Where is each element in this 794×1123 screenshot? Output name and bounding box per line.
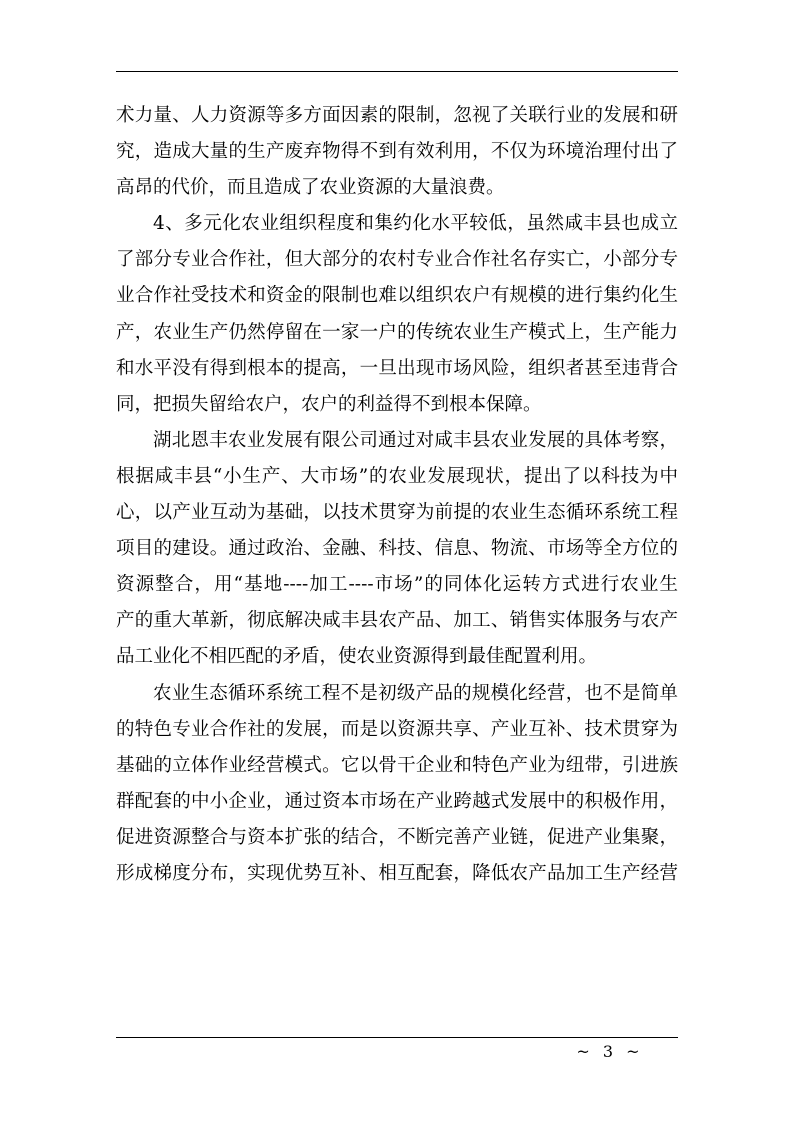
- text-line: 的特色专业合作社的发展，而是以资源共享、产业互补、技术贯穿为: [116, 718, 678, 740]
- text-line: 资源整合，用“基地----加工----市场”的同体化运转方式进行农业生: [116, 574, 678, 596]
- document-body: [116, 98, 678, 892]
- text-line: 促进资源整合与资本扩张的结合，不断完善产业链，促进产业集聚，: [116, 826, 678, 848]
- header-rule: [116, 71, 678, 72]
- paragraph: [116, 423, 678, 676]
- text-line: 业合作社受技术和资金的限制也难以组织农户有规模的进行集约化生: [116, 285, 678, 307]
- footer-rule: [116, 1037, 678, 1038]
- paragraph: [116, 206, 678, 423]
- text-line: 和水平没有得到根本的提高，一旦出现市场风险，组织者甚至违背合: [116, 357, 678, 379]
- paragraph: [116, 676, 678, 893]
- text-line: 产的重大革新，彻底解决咸丰县农产品、加工、销售实体服务与农产: [116, 610, 678, 632]
- text-line: 项目的建设。通过政治、金融、科技、信息、物流、市场等全方位的: [116, 538, 678, 560]
- text-line: 湖北恩丰农业发展有限公司通过对咸丰县农业发展的具体考察，: [153, 429, 678, 451]
- paragraph: [116, 98, 678, 206]
- text-line: 了部分专业合作社，但大部分的农村专业合作社名存实亡，小部分专: [116, 249, 678, 271]
- text-line: 基础的立体作业经营模式。它以骨干企业和特色产业为纽带，引进族: [116, 754, 678, 776]
- text-line: 形成梯度分布，实现优势互补、相互配套，降低农产品加工生产经营: [116, 862, 678, 884]
- text-line: 术力量、人力资源等多方面因素的限制，忽视了关联行业的发展和研: [116, 105, 678, 126]
- text-line: 心，以产业互动为基础，以技术贯穿为前提的农业生态循环系统工程: [116, 502, 678, 524]
- text-line: 品工业化不相匹配的矛盾，使农业资源得到最佳配置利用。: [116, 646, 598, 668]
- text-line: 4、多元化农业组织程度和集约化水平较低，虽然咸丰县也成立: [153, 213, 678, 235]
- text-line: 究，造成大量的生产废弃物得不到有效利用，不仅为环境治理付出了: [116, 141, 678, 163]
- text-line: 高昂的代价，而且造成了农业资源的大量浪费。: [116, 177, 505, 199]
- page-number: ~ 3 ~: [576, 1042, 644, 1061]
- text-line: 同，把损失留给农户，农户的利益得不到根本保障。: [116, 393, 542, 415]
- text-line: 产，农业生产仍然停留在一家一户的传统农业生产模式上，生产能力: [116, 321, 678, 343]
- text-line: 根据咸丰县“小生产、大市场”的农业发展现状，提出了以科技为中: [116, 465, 678, 487]
- text-line: 群配套的中小企业，通过资本市场在产业跨越式发展中的积极作用，: [116, 790, 678, 812]
- text-line: 农业生态循环系统工程不是初级产品的规模化经营，也不是简单: [153, 682, 678, 704]
